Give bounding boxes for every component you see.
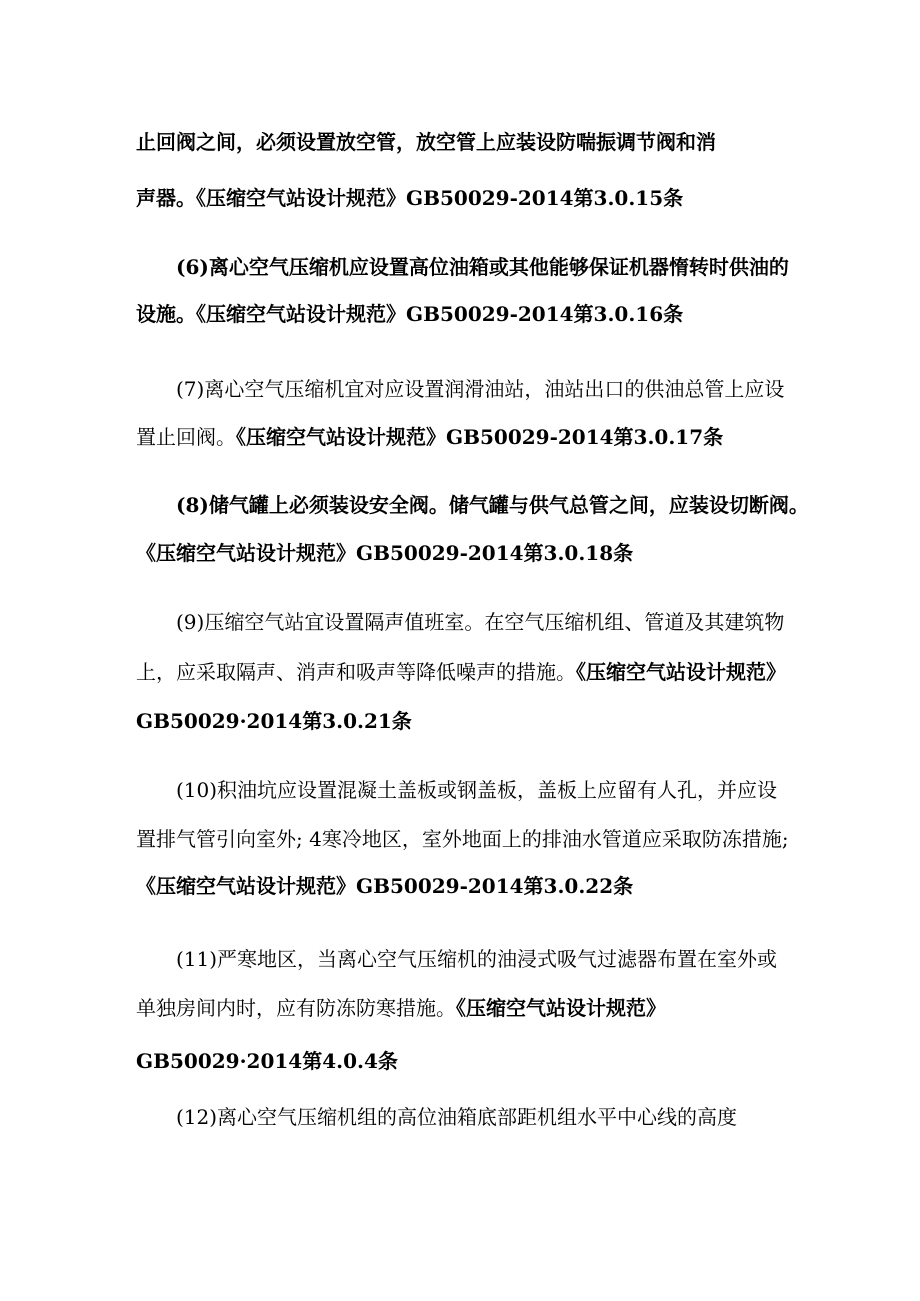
- text-line: [136, 536, 796, 570]
- text-line: [176, 605, 796, 639]
- text-segment: 单独房间内时，应有防冻防寒措施。: [136, 996, 456, 1020]
- text-segment: 置排气管引向室外; 4寒冷地区，室外地面上的排油水管道应采取防冻措施;: [136, 827, 789, 851]
- text-line: [176, 250, 796, 284]
- text-segment: (12)离心空气压缩机组的高位油箱底部距机组水平中心线的高度: [176, 1105, 738, 1129]
- text-line: [136, 297, 796, 331]
- text-line: [136, 655, 796, 689]
- text-line: [176, 488, 809, 522]
- text-segment: GB50029·2014第4.0.4条: [136, 1049, 398, 1073]
- text-segment: (8)储气罐上必须装设安全阀。储气罐与供气总管之间，应装设切断阀。: [176, 493, 809, 517]
- text-line: [136, 420, 796, 454]
- text-segment: 《压缩空气站设计规范》GB50029-2014第3.0.22条: [136, 874, 634, 898]
- text-segment: 《压缩空气站设计规范》: [576, 660, 786, 684]
- text-segment: (11)严寒地区，当离心空气压缩机的油浸式吸气过滤器布置在室外或: [176, 947, 778, 971]
- text-segment: (9)压缩空气站宜设置隔声值班室。在空气压缩机组、管道及其建筑物: [176, 610, 785, 634]
- text-line: [176, 372, 796, 406]
- text-line: [136, 125, 796, 159]
- text-line: [136, 822, 796, 856]
- text-line: [136, 181, 796, 215]
- text-segment: 《压缩空气站设计规范》GB50029-2014第3.0.17条: [236, 425, 724, 449]
- text-segment: (10)积油坑应设置混凝土盖板或钢盖板，盖板上应留有人孔，并应设: [176, 778, 778, 802]
- text-segment: 上，应采取隔声、消声和吸声等降低噪声的措施。: [136, 660, 576, 684]
- text-segment: 《压缩空气站设计规范》GB50029-2014第3.0.18条: [136, 541, 634, 565]
- text-segment: 置止回阀。: [136, 425, 236, 449]
- text-line: [176, 942, 796, 976]
- text-segment: GB50029·2014第3.0.21条: [136, 709, 412, 733]
- text-line: [176, 773, 796, 807]
- text-line: [136, 704, 796, 738]
- text-segment: 设施。《压缩空气站设计规范》GB50029-2014第3.0.16条: [136, 302, 684, 326]
- text-segment: 止回阀之间，必须设置放空管，放空管上应装设防喘振调节阀和消: [136, 130, 716, 154]
- text-segment: (7)离心空气压缩机宜对应设置润滑油站，油站出口的供油总管上应设: [176, 377, 785, 401]
- text-line: [176, 1100, 796, 1134]
- text-segment: (6)离心空气压缩机应设置高位油箱或其他能够保证机器惰转时供油的: [176, 255, 789, 279]
- text-line: [136, 991, 796, 1025]
- text-segment: 声器。《压缩空气站设计规范》GB50029-2014第3.0.15条: [136, 186, 684, 210]
- text-line: [136, 869, 796, 903]
- text-segment: 《压缩空气站设计规范》: [456, 996, 666, 1020]
- text-line: [136, 1044, 796, 1078]
